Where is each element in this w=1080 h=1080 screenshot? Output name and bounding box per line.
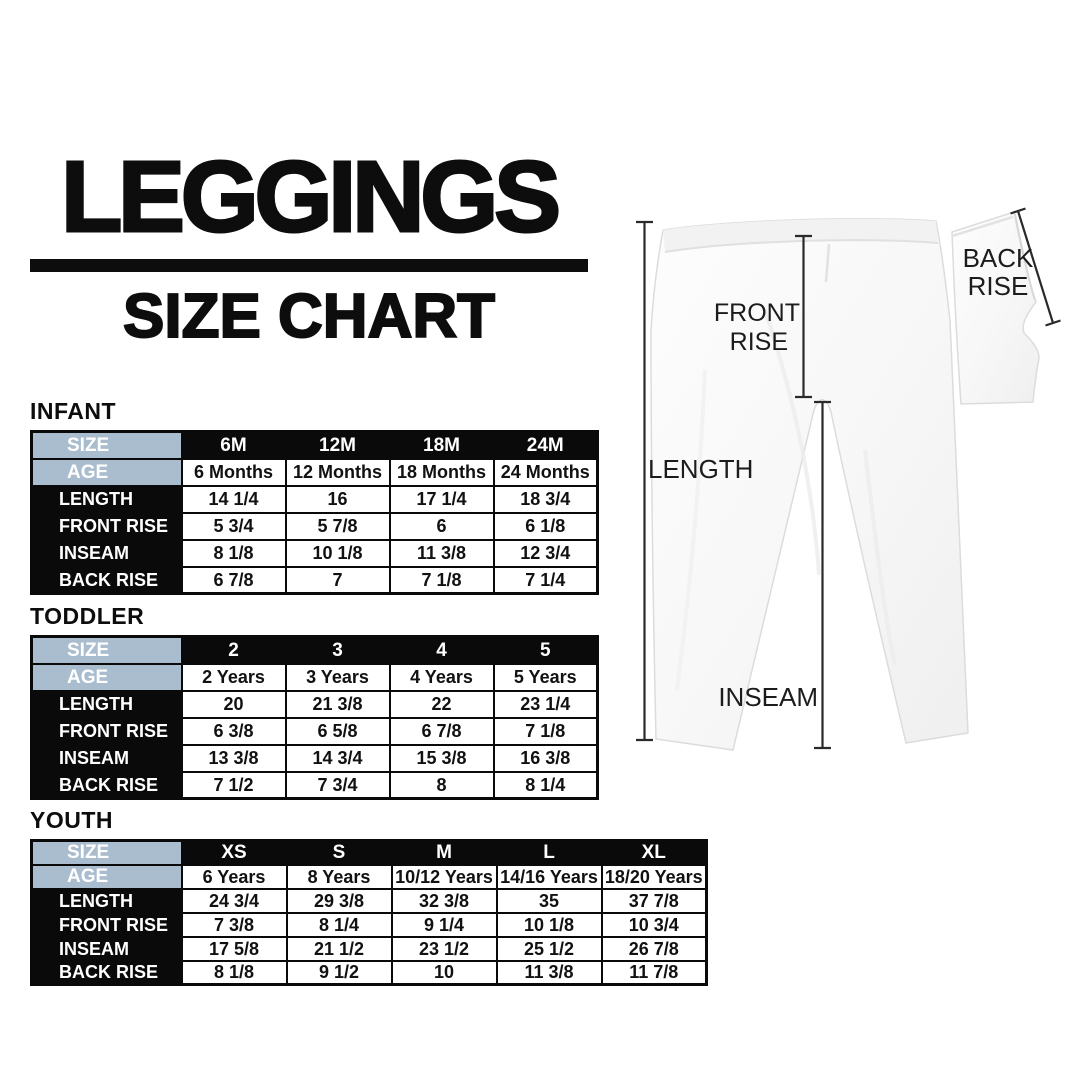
size-value-cell: S [287, 841, 392, 865]
size-value-cell: 6M [182, 432, 286, 459]
size-value-cell: 3 [286, 637, 390, 664]
youth-heading: YOUTH [30, 807, 113, 833]
size-value-cell: 2 [182, 637, 286, 664]
infant-section [30, 400, 599, 595]
age-value-cell: 6 Years [182, 865, 287, 889]
toddler-section [30, 605, 599, 800]
inseam-value-cell: 10 1/8 [286, 540, 390, 567]
back-rise-label-line1: BACK [962, 243, 1034, 273]
back-rise-value-cell: 10 [392, 961, 497, 985]
inseam-value-cell: 12 3/4 [494, 540, 598, 567]
length-value-cell: 14 1/4 [182, 486, 286, 513]
row-label-cell: BACK RISE [32, 567, 182, 594]
table-row [32, 889, 707, 913]
toddler-size-table [30, 635, 599, 800]
table-row [32, 486, 598, 513]
length-value-cell: 29 3/8 [287, 889, 392, 913]
back-rise-value-cell: 8 1/8 [182, 961, 287, 985]
back-rise-value-cell: 7 3/4 [286, 772, 390, 799]
age-value-cell: 8 Years [287, 865, 392, 889]
back-rise-value-cell: 8 [390, 772, 494, 799]
table-row [32, 718, 598, 745]
page-subtitle: SIZE CHART [123, 282, 495, 351]
size-value-cell: 5 [494, 637, 598, 664]
row-label-cell: LENGTH [32, 486, 182, 513]
row-label-cell: LENGTH [32, 691, 182, 718]
row-label-cell: SIZE [32, 637, 182, 664]
title-divider [30, 259, 588, 272]
row-label-cell: FRONT RISE [32, 913, 182, 937]
row-label-cell: AGE [32, 865, 182, 889]
front-rise-value-cell: 5 3/4 [182, 513, 286, 540]
front-rise-value-cell: 6 3/8 [182, 718, 286, 745]
table-row [32, 664, 598, 691]
size-value-cell: 4 [390, 637, 494, 664]
age-value-cell: 18 Months [390, 459, 494, 486]
infant-heading: INFANT [30, 398, 117, 424]
front-rise-label-line2: RISE [729, 328, 788, 356]
front-rise-value-cell: 7 3/8 [182, 913, 287, 937]
age-value-cell: 10/12 Years [392, 865, 497, 889]
table-row [32, 913, 707, 937]
row-label-cell: FRONT RISE [32, 513, 182, 540]
back-rise-value-cell: 8 1/4 [494, 772, 598, 799]
row-label-cell: INSEAM [32, 745, 182, 772]
inseam-label: INSEAM [718, 682, 818, 712]
age-value-cell: 3 Years [286, 664, 390, 691]
inseam-value-cell: 26 7/8 [602, 937, 707, 961]
age-value-cell: 18/20 Years [602, 865, 707, 889]
front-rise-value-cell: 6 5/8 [286, 718, 390, 745]
row-label-cell: LENGTH [32, 889, 182, 913]
front-rise-value-cell: 7 1/8 [494, 718, 598, 745]
leggings-back-piece-illustration [952, 212, 1039, 404]
back-rise-value-cell: 11 3/8 [497, 961, 602, 985]
length-value-cell: 37 7/8 [602, 889, 707, 913]
size-value-cell: XS [182, 841, 287, 865]
front-rise-label-line1: FRONT [713, 299, 800, 327]
front-rise-value-cell: 10 3/4 [602, 913, 707, 937]
age-value-cell: 4 Years [390, 664, 494, 691]
back-rise-value-cell: 9 1/2 [287, 961, 392, 985]
row-label-cell: BACK RISE [32, 961, 182, 985]
inseam-value-cell: 15 3/8 [390, 745, 494, 772]
row-label-cell: SIZE [32, 841, 182, 865]
inseam-value-cell: 21 1/2 [287, 937, 392, 961]
front-rise-value-cell: 6 [390, 513, 494, 540]
inseam-value-cell: 8 1/8 [182, 540, 286, 567]
row-label-cell: SIZE [32, 432, 182, 459]
row-label-cell: BACK RISE [32, 772, 182, 799]
youth-size-table [30, 839, 708, 986]
back-rise-value-cell: 11 7/8 [602, 961, 707, 985]
back-rise-value-cell: 7 1/8 [390, 567, 494, 594]
length-value-cell: 35 [497, 889, 602, 913]
toddler-heading: TODDLER [30, 603, 145, 629]
length-label: LENGTH [648, 454, 754, 484]
table-row [32, 637, 598, 664]
row-label-cell: FRONT RISE [32, 718, 182, 745]
age-value-cell: 5 Years [494, 664, 598, 691]
back-rise-value-cell: 7 [286, 567, 390, 594]
row-label-cell: AGE [32, 459, 182, 486]
front-rise-value-cell: 10 1/8 [497, 913, 602, 937]
back-rise-label-line2: RISE [967, 271, 1029, 301]
front-rise-value-cell: 9 1/4 [392, 913, 497, 937]
table-row [32, 961, 707, 985]
table-row [32, 432, 598, 459]
table-row [32, 691, 598, 718]
back-rise-value-cell: 6 7/8 [182, 567, 286, 594]
age-value-cell: 14/16 Years [497, 865, 602, 889]
size-value-cell: 24M [494, 432, 598, 459]
title-block [30, 141, 588, 351]
table-row [32, 745, 598, 772]
inseam-value-cell: 13 3/8 [182, 745, 286, 772]
back-rise-value-cell: 7 1/4 [494, 567, 598, 594]
inseam-value-cell: 14 3/4 [286, 745, 390, 772]
row-label-cell: INSEAM [32, 540, 182, 567]
table-row [32, 937, 707, 961]
length-value-cell: 16 [286, 486, 390, 513]
back-rise-value-cell: 7 1/2 [182, 772, 286, 799]
leggings-front-illustration [651, 219, 968, 750]
length-value-cell: 24 3/4 [182, 889, 287, 913]
row-label-cell: AGE [32, 664, 182, 691]
table-row [32, 567, 598, 594]
length-value-cell: 23 1/4 [494, 691, 598, 718]
table-row [32, 513, 598, 540]
front-rise-value-cell: 5 7/8 [286, 513, 390, 540]
table-row [32, 459, 598, 486]
table-row [32, 841, 707, 865]
leggings-diagram [615, 190, 1080, 790]
length-value-cell: 17 1/4 [390, 486, 494, 513]
inseam-value-cell: 17 5/8 [182, 937, 287, 961]
inseam-value-cell: 23 1/2 [392, 937, 497, 961]
size-value-cell: 18M [390, 432, 494, 459]
table-row [32, 540, 598, 567]
size-value-cell: L [497, 841, 602, 865]
inseam-value-cell: 16 3/8 [494, 745, 598, 772]
inseam-value-cell: 25 1/2 [497, 937, 602, 961]
size-value-cell: XL [602, 841, 707, 865]
age-value-cell: 12 Months [286, 459, 390, 486]
table-row [32, 865, 707, 889]
table-row [32, 772, 598, 799]
row-label-cell: INSEAM [32, 937, 182, 961]
length-value-cell: 18 3/4 [494, 486, 598, 513]
front-rise-value-cell: 6 1/8 [494, 513, 598, 540]
front-rise-value-cell: 8 1/4 [287, 913, 392, 937]
size-value-cell: 12M [286, 432, 390, 459]
inseam-value-cell: 11 3/8 [390, 540, 494, 567]
age-value-cell: 24 Months [494, 459, 598, 486]
size-value-cell: M [392, 841, 497, 865]
page-title: LEGGINGS [61, 141, 557, 253]
infant-size-table [30, 430, 599, 595]
leggings-diagram-svg [615, 190, 1080, 790]
length-value-cell: 32 3/8 [392, 889, 497, 913]
front-rise-value-cell: 6 7/8 [390, 718, 494, 745]
length-value-cell: 21 3/8 [286, 691, 390, 718]
age-value-cell: 2 Years [182, 664, 286, 691]
age-value-cell: 6 Months [182, 459, 286, 486]
length-value-cell: 20 [182, 691, 286, 718]
length-value-cell: 22 [390, 691, 494, 718]
youth-section [30, 809, 708, 986]
